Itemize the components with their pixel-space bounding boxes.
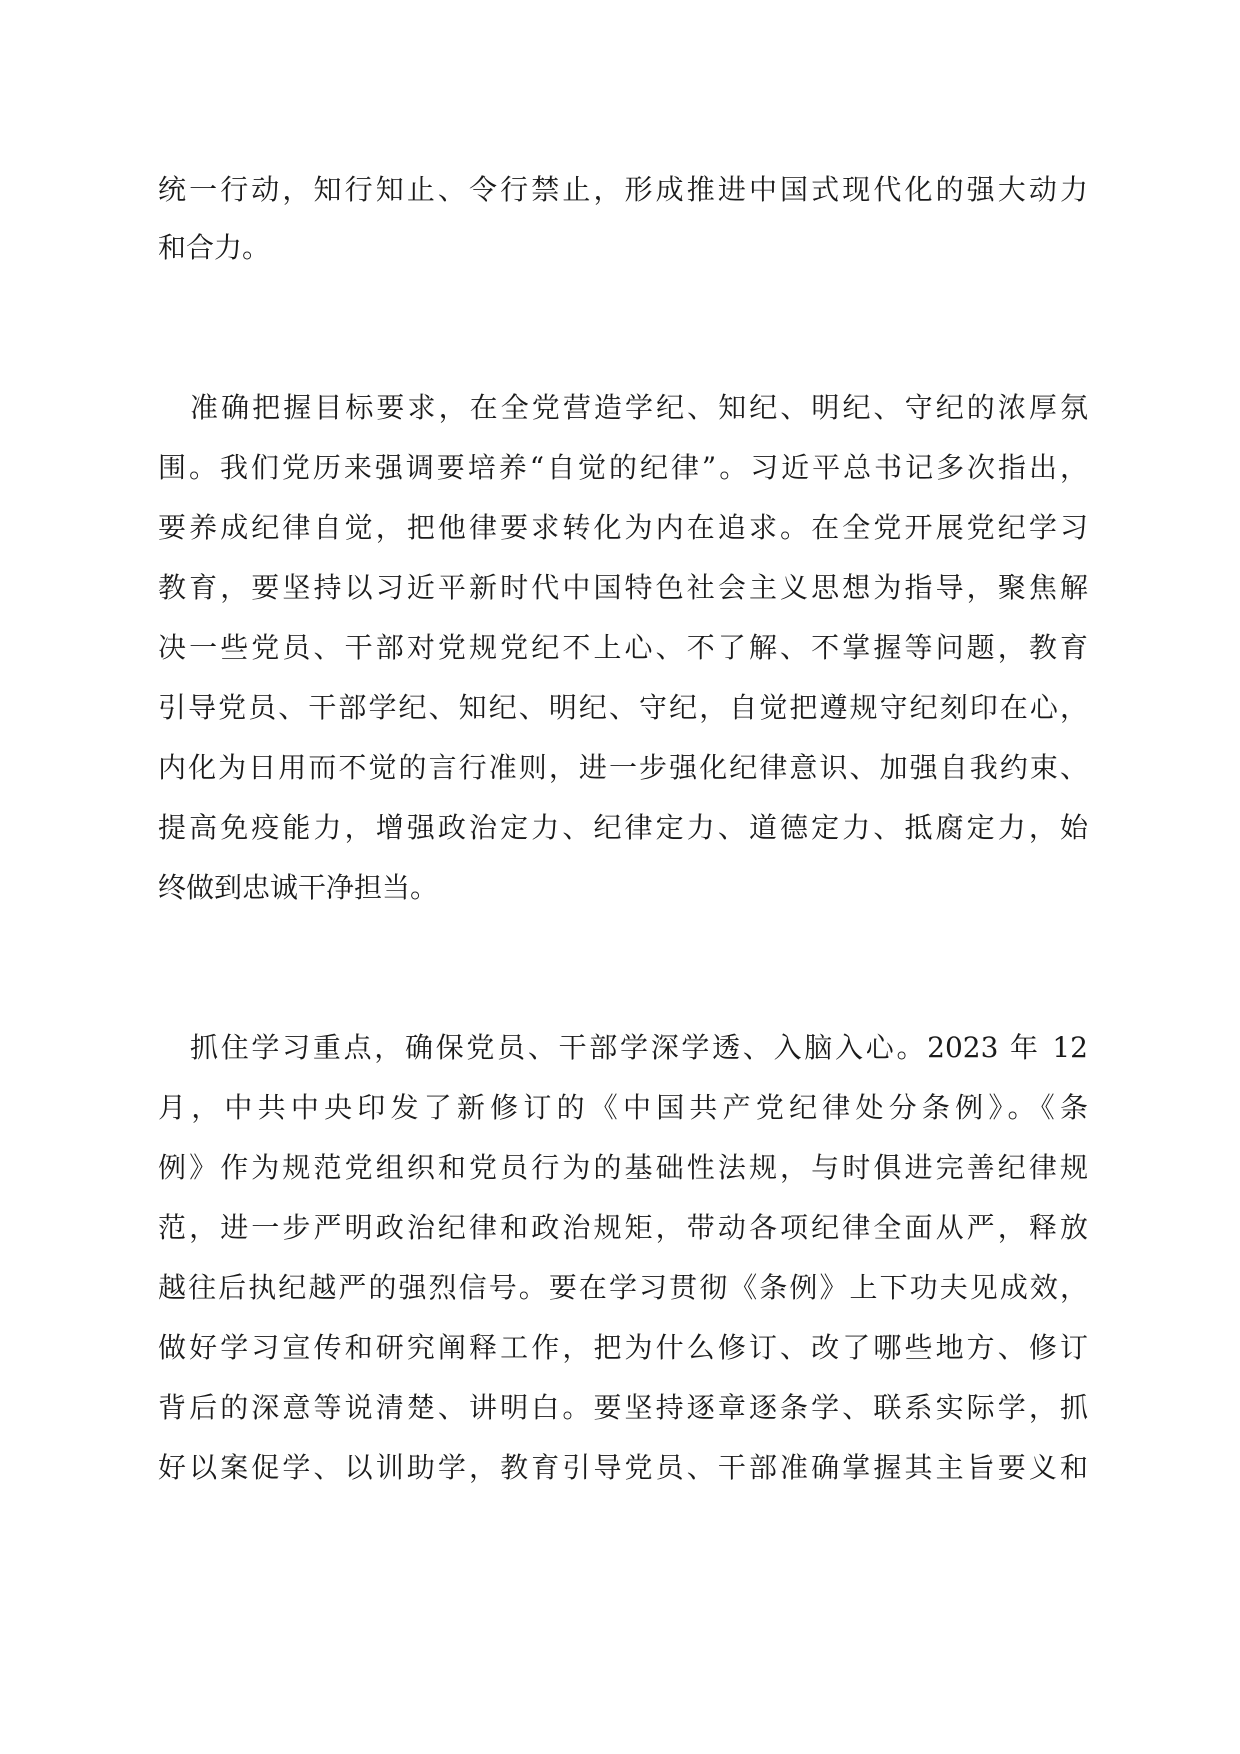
text-line: 和合力。 (158, 231, 271, 264)
text-line: 统一行动，知行知止、令行禁止，形成推进中国式现代化的强大动力 (158, 173, 1088, 206)
text-line: 背后的深意等说清楚、讲明白。要坚持逐章逐条学、联系实际学，抓 (158, 1391, 1088, 1424)
text-line: 抓住学习重点，确保党员、干部学深学透、入脑入心。2023 年 12 (190, 1031, 1088, 1064)
text-line: 教育，要坚持以习近平新时代中国特色社会主义思想为指导，聚焦解 (158, 571, 1088, 604)
text-line: 要养成纪律自觉，把他律要求转化为内在追求。在全党开展党纪学习 (158, 511, 1088, 544)
text-line: 引导党员、干部学纪、知纪、明纪、守纪，自觉把遵规守纪刻印在心， (158, 691, 1088, 724)
text-line: 做好学习宣传和研究阐释工作，把为什么修订、改了哪些地方、修订 (158, 1331, 1088, 1364)
text-line: 好以案促学、以训助学，教育引导党员、干部准确掌握其主旨要义和 (158, 1451, 1088, 1484)
text-line: 例》作为规范党组织和党员行为的基础性法规，与时俱进完善纪律规 (158, 1151, 1088, 1184)
text-line: 越往后执纪越严的强烈信号。要在学习贯彻《条例》上下功夫见成效， (158, 1271, 1088, 1304)
text-line: 准确把握目标要求，在全党营造学纪、知纪、明纪、守纪的浓厚氛 (190, 391, 1088, 424)
text-line: 决一些党员、干部对党规党纪不上心、不了解、不掌握等问题，教育 (158, 631, 1088, 664)
text-line: 围。我们党历来强调要培养“自觉的纪律”。习近平总书记多次指出， (158, 451, 1088, 484)
text-line: 范，进一步严明政治纪律和政治规矩，带动各项纪律全面从严，释放 (158, 1211, 1088, 1244)
text-line: 月，中共中央印发了新修订的《中国共产党纪律处分条例》。《条 (158, 1091, 1088, 1124)
text-line: 内化为日用而不觉的言行准则，进一步强化纪律意识、加强自我约束、 (158, 751, 1088, 784)
text-line: 终做到忠诚干净担当。 (158, 871, 439, 904)
text-line: 提高免疫能力，增强政治定力、纪律定力、道德定力、抵腐定力，始 (158, 811, 1088, 844)
